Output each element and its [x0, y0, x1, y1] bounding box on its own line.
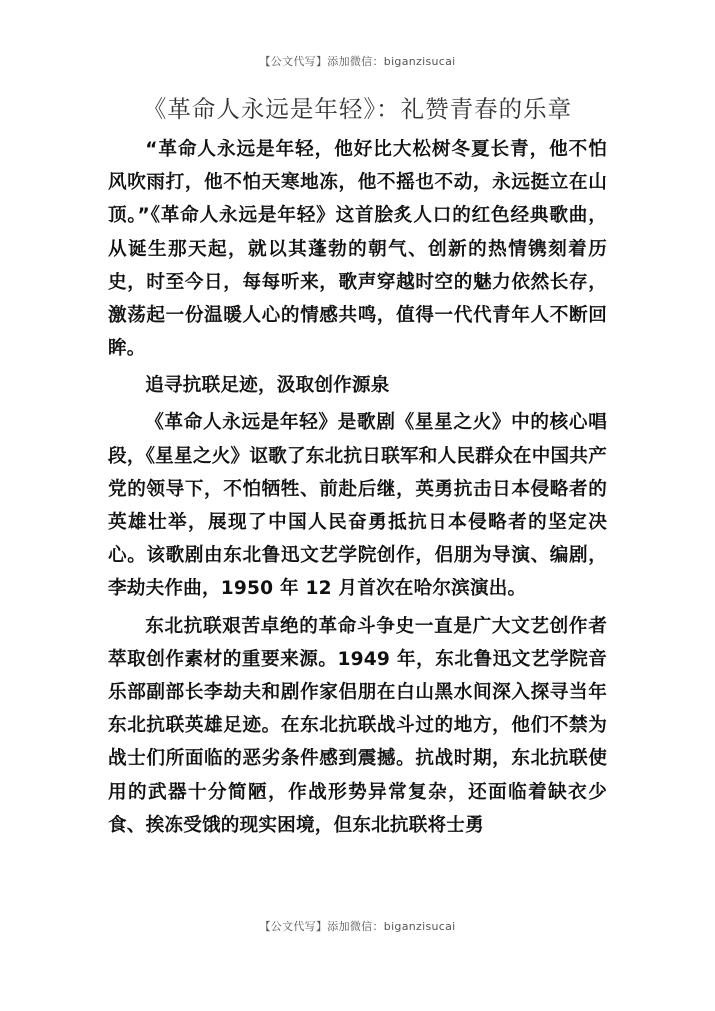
document-body — [108, 133, 607, 846]
header-watermark-note: 【公文代写】添加微信：biganzisucai — [259, 55, 456, 68]
paragraph-creation-source: 东北抗联艰苦卓绝的革命斗争史一直是广大文艺创作者萃取创作素材的重要来源。1949 年，东北鲁迅文艺学院音乐部副部长李劫夫和剧作家侣朋在白山黑水间深入探寻当年东北抗联英雄足迹。在东北抗联战斗过的地方，他们不禁为战士们所面临的恶劣条件感到震撼。抗战时期，东北抗联使用的武器十分简陋，作战形势异常复杂，还面临着缺衣少食、挨冻受饿的现实困境，但东北抗联将士勇 — [108, 615, 607, 836]
section-heading: 追寻抗联足迹，汲取创作源泉 — [145, 375, 390, 397]
paragraph-opera-background: 《革命人永远是年轻》是歌剧《星星之火》中的核心唱段，《星星之火》讴歌了东北抗日联军和人民群众在中国共产党的领导下，不怕牺牲、前赴后继，英勇抗击日本侵略者的英雄壮举，展现了中国人民奋勇抵抗日本侵略者的坚定决心。该歌剧由东北鲁迅文艺学院创作，侣朋为导演、编剧，李劫夫作曲，1950 年 12 月首次在哈尔滨演出。 — [108, 412, 607, 600]
paragraph-intro: “革命人永远是年轻，他好比大松树冬夏长青，他不怕风吹雨打，他不怕天寒地冻，他不摇也不动，永远挺立在山顶。”《革命人永远是年轻》这首脍炙人口的红色经典歌曲，从诞生那天起，就以其蓬勃的朝气、创新的热情镌刻着历史，时至今日，每每听来，歌声穿越时空的魅力依然长存，激荡起一份温暖人心的情感共鸣，值得一代代青年人不断回眸。 — [108, 139, 607, 360]
document-title: 《革命人永远是年轻》：礼赞青春的乐章 — [142, 95, 573, 123]
footer-watermark-note: 【公文代写】添加微信：biganzisucai — [259, 920, 456, 933]
